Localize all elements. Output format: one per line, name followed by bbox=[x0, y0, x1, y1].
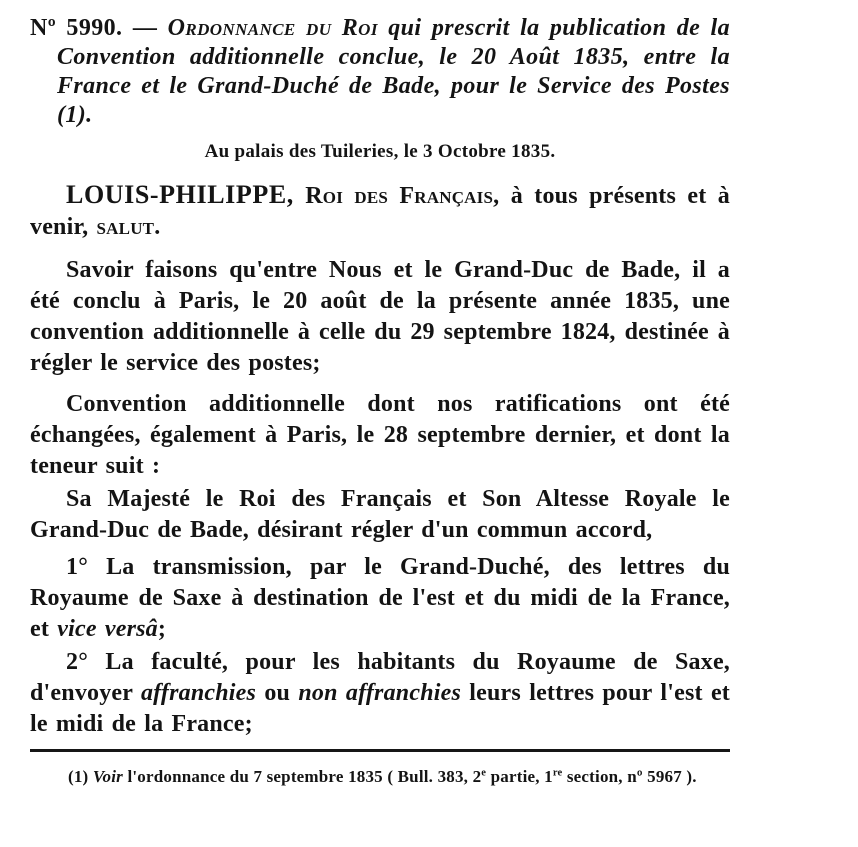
heading-dash: — bbox=[132, 15, 158, 41]
paragraph-savoir: Savoir faisons qu'entre Nous et le Grand-Duc de Bade, il a été conclu à Paris, le 20 août de la présente année 1835, une convention additionnelle à celle du 29 septembre 1824, destinée à régler le service des postes; bbox=[30, 257, 730, 376]
king-title: Roi des Français bbox=[305, 183, 494, 209]
proclamation-address: , à tous présents et à venir, bbox=[30, 183, 730, 240]
proclamation-paragraph bbox=[30, 179, 730, 243]
item1-latin-phrase: vice versâ bbox=[57, 616, 158, 642]
salut-word: salut bbox=[96, 214, 155, 240]
footnote-sup-e: e bbox=[481, 767, 487, 779]
dateline: Au palais des Tuileries, le 3 Octobre 1835. bbox=[204, 141, 556, 162]
ordinance-heading bbox=[30, 14, 730, 130]
footnote-voir: Voir bbox=[92, 767, 123, 786]
ordinance-title-smallcaps: Ordonnance du Roi bbox=[167, 15, 378, 41]
footnote-marker: (1) bbox=[68, 767, 89, 786]
footnote-part1: l'ordonnance du 7 septembre 1835 ( Bull. 383, 2 bbox=[127, 767, 482, 786]
paragraph-item-1 bbox=[30, 552, 730, 645]
salut-period: . bbox=[154, 214, 161, 240]
paragraph-ratifications: Convention additionnelle dont nos ratifications ont été échangées, également à Paris, le 28 septembre dernier, et dont la teneur suit : bbox=[30, 391, 730, 479]
item2-tail: leurs lettres pour l'est et le midi de la France; bbox=[30, 680, 730, 737]
item1-tail: ; bbox=[157, 616, 167, 642]
ordinance-number: Nº 5990. bbox=[30, 15, 123, 41]
king-name: LOUIS-PHILIPPE, bbox=[66, 180, 294, 209]
paragraph-majeste: Sa Majesté le Roi des Français et Son Altesse Royale le Grand-Duc de Bade, désirant régler d'un commun accord, bbox=[30, 486, 730, 543]
item2-italic-affranchies: affranchies bbox=[140, 680, 257, 706]
item2-lead: 2° La faculté, pour les habitants du Royaume de Saxe, d'envoyer bbox=[30, 649, 730, 706]
ordinance-title-rest: qui prescrit la publication de la Convention additionnelle conclue, le 20 Août 1835, entre la France et le Grand-Duché de Bade, pour le Service des Postes (1). bbox=[57, 15, 730, 128]
paragraph-item-2 bbox=[30, 647, 730, 740]
footnote-part2: partie, 1 bbox=[490, 767, 553, 786]
footnote bbox=[30, 765, 730, 789]
footnote-separator-rule bbox=[30, 749, 730, 752]
item1-lead: 1° La transmission, par le Grand-Duché, des lettres du Royaume de Saxe à destination de l'est et du midi de la France, et bbox=[30, 554, 730, 642]
footnote-sup-re: re bbox=[552, 767, 563, 779]
footnote-part3: section, nº 5967 ). bbox=[566, 767, 697, 786]
item2-italic-non-affranchies: non affranchies bbox=[298, 680, 462, 706]
item2-mid: ou bbox=[264, 680, 291, 706]
